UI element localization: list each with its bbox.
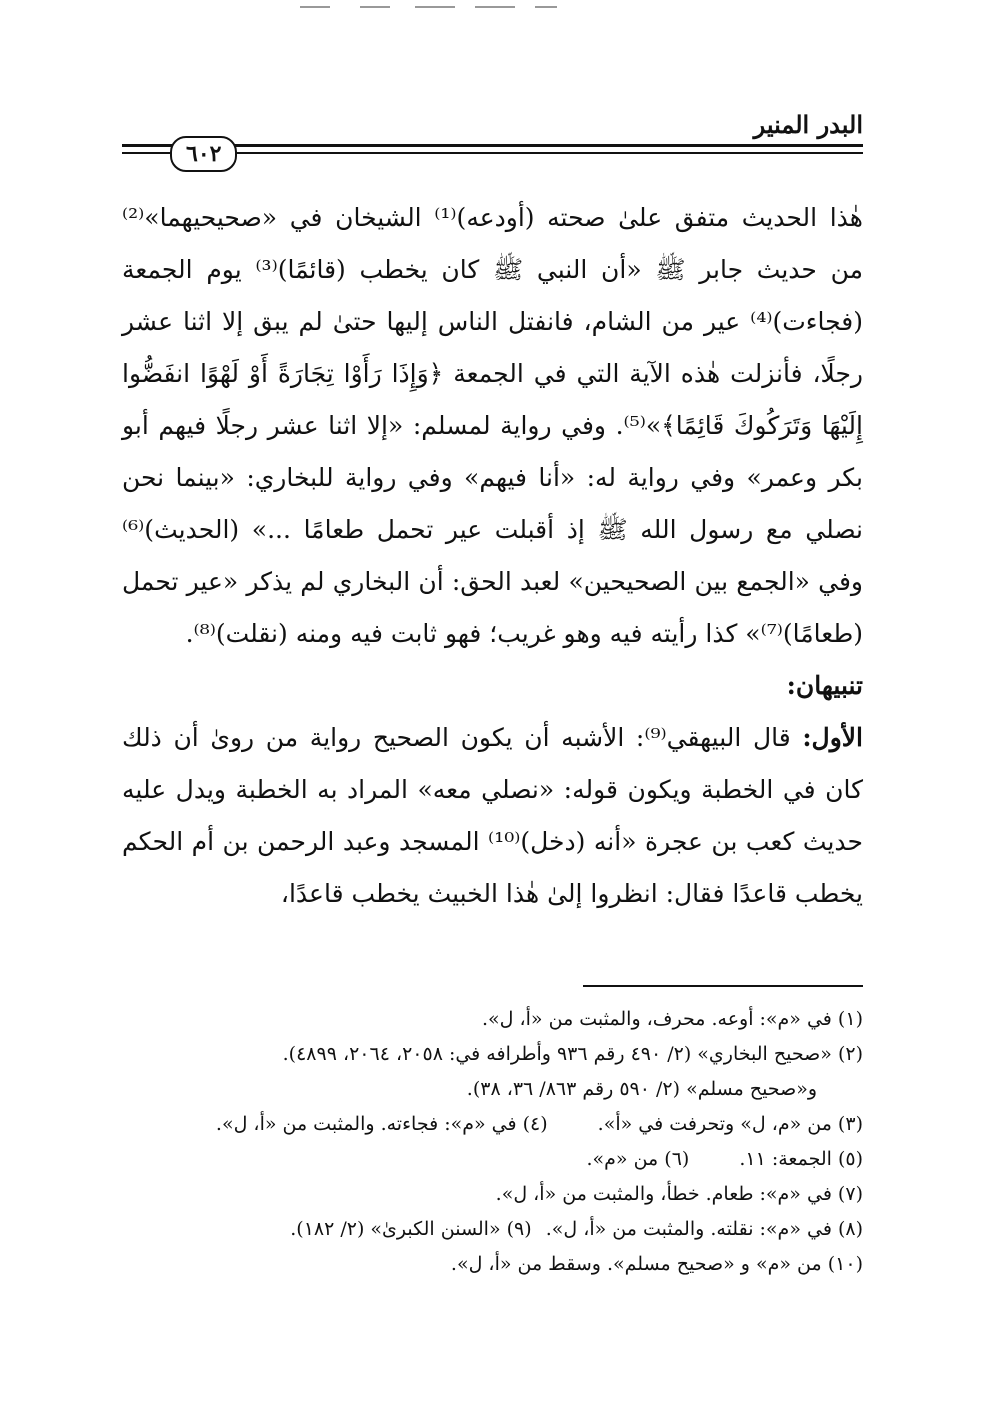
footnote-2: (٢) «صحيح البخاري» (٢/ ٤٩٠ رقم ٩٣٦ وأطرافه في: ٢٠٥٨، ٢٠٦٤، ٤٨٩٩). <box>282 1043 863 1065</box>
footnote-3: (٣) من «م، ل» وتحرفت في «أ». <box>597 1113 863 1135</box>
footnotes <box>122 1002 863 1282</box>
paragraph-2-text: قال البيهقي⁽⁹⁾: الأشبه أن يكون الصحيح رواية من روىٰ أن ذلك كان في الخطبة ويكون قوله: «نصلي معه» المراد به الخطبة ويدل عليه حديث كعب بن عجرة «أنه (دخل)⁽¹⁰⁾ المسجد وعبد الرحمن بن أم الحكم يخطب قاعدًا فقال: انظروا إلىٰ هٰذا الخبيث يخطب قاعدًا، <box>122 723 863 908</box>
footnote-8: (٨) في «م»: نقلته. والمثبت من «أ، ل». <box>545 1218 863 1240</box>
paragraph-1: هٰذا الحديث متفق علىٰ صحته (أودعه)⁽¹⁾ الشيخان في «صحيحيهما»⁽²⁾ من حديث جابر ﷺ «أن النبي ﷺ كان يخطب (قائمًا)⁽³⁾ يوم الجمعة (فجاءت)⁽⁴⁾ عير من الشام، فانفتل الناس إليها حتىٰ لم يبق إلا اثنا عشر رجلًا، فأنزلت هٰذه الآية التي في الجمعة ﴿وَإِذَا رَأَوْا تِجَارَةً أَوْ لَهْوًا انفَضُّوا إِلَيْهَا وَتَرَكُوكَ قَائِمًا﴾»⁽⁵⁾. وفي رواية لمسلم: «إلا اثنا عشر رجلًا فيهم أبو بكر وعمر» وفي رواية له: «أنا فيهم» وفي رواية للبخاري: «بينما نحن نصلي مع رسول الله ﷺ إذ أقبلت عير تحمل طعامًا ...» (الحديث)⁽⁶⁾ وفي «الجمع بين الصحيحين» لعبد الحق: أن البخاري لم يذكر «عير تحمل (طعامًا)⁽⁷⁾» كذا رأيته فيه وهو غريب؛ فهو ثابت فيه ومنه (نقلت)⁽⁸⁾. <box>122 203 863 648</box>
footnote-row-8-9 <box>122 1212 863 1247</box>
footnote-6: (٦) من «م». <box>586 1148 690 1170</box>
footnote-7: (٧) في «م»: طعام. خطأ، والمثبت من «أ، ل». <box>495 1183 863 1205</box>
footnote-4: (٤) في «م»: فجاءته. والمثبت من «أ، ل». <box>215 1113 548 1135</box>
footnote-separator <box>583 985 863 987</box>
footnote-1: (١) في «م»: أوعه. محرف، والمثبت من «أ، ل». <box>482 1008 863 1030</box>
section-heading: تنبيهان: <box>786 671 863 700</box>
running-title: البدر المنير <box>753 110 863 139</box>
footnote-9: (٩) «السنن الكبرىٰ» (٢/ ١٨٢). <box>290 1218 532 1240</box>
footnote-row-5-6 <box>122 1142 863 1177</box>
page-number: ٦٠٢ <box>170 136 237 172</box>
footnote-10: (١٠) من «م» و «صحيح مسلم». وسقط من «أ، ل». <box>450 1253 863 1275</box>
main-text <box>122 192 863 920</box>
footnote-2-continued: و«صحيح مسلم» (٢/ ٥٩٠ رقم ٨٦٣/ ٣٦، ٣٨). <box>466 1078 817 1100</box>
paragraph-2-lead: الأول: <box>802 723 863 752</box>
footnote-5: (٥) الجمعة: ١١. <box>739 1148 863 1170</box>
top-edge-marks <box>300 6 560 10</box>
paragraph-2 <box>122 712 863 920</box>
footnote-row-3-4 <box>122 1107 863 1142</box>
